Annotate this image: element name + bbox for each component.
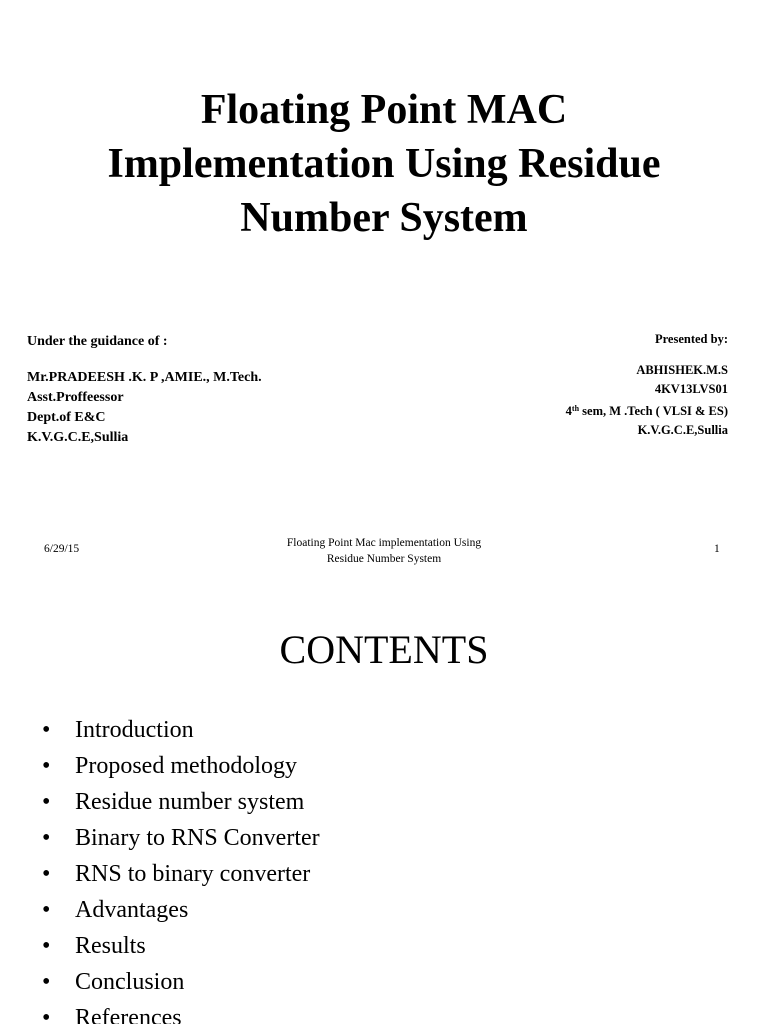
list-item <box>40 784 320 820</box>
list-item <box>40 964 320 1000</box>
semester-suffix: th <box>571 404 580 413</box>
semester-course: sem, M .Tech ( VLSI & ES) <box>579 404 728 418</box>
presenter-name: ABHISHEK.M.S <box>636 363 728 377</box>
footer-page-number: 1 <box>714 543 720 555</box>
contents-list <box>40 712 320 1024</box>
bullet-icon: • <box>42 897 51 923</box>
list-item-label: Results <box>75 933 146 959</box>
bullet-icon: • <box>42 933 51 959</box>
list-item-label: Introduction <box>75 717 194 743</box>
title-line: Number System <box>240 195 528 241</box>
slide-title <box>0 83 768 245</box>
footer-title <box>234 535 534 567</box>
guide-name: Mr.PRADEESH .K. P ,AMIE., M.Tech. <box>27 370 262 385</box>
bullet-icon: • <box>42 753 51 779</box>
list-item-label: Residue number system <box>75 789 305 815</box>
guide-college: K.V.G.C.E,Sullia <box>27 430 129 445</box>
bullet-icon: • <box>42 825 51 851</box>
contents-slide <box>0 576 768 1024</box>
bullet-icon: • <box>42 789 51 815</box>
list-item-label: Conclusion <box>75 969 185 995</box>
presenter-block <box>566 331 728 440</box>
bullet-icon: • <box>42 1005 51 1024</box>
presenter-usn: 4KV13LVS01 <box>654 382 728 396</box>
guidance-heading: Under the guidance of : <box>27 334 168 349</box>
guidance-block <box>27 333 262 448</box>
semester-number: 4 <box>565 404 572 418</box>
list-item <box>40 748 320 784</box>
list-item-label: RNS to binary converter <box>75 861 311 887</box>
list-item <box>40 856 320 892</box>
bullet-icon: • <box>42 969 51 995</box>
list-item <box>40 820 320 856</box>
list-item-label: Proposed methodology <box>75 753 297 779</box>
list-item-label: Advantages <box>75 897 189 923</box>
list-item-label: Binary to RNS Converter <box>75 825 320 851</box>
footer-date: 6/29/15 <box>44 543 80 555</box>
bullet-icon: • <box>42 717 51 743</box>
list-item <box>40 712 320 748</box>
list-item-label: References <box>75 1005 182 1024</box>
title-line: Implementation Using Residue <box>107 141 661 187</box>
title-line: Floating Point MAC <box>200 87 568 133</box>
contents-title: CONTENTS <box>279 627 489 672</box>
presenter-college: K.V.G.C.E,Sullia <box>637 423 728 437</box>
footer-title-line: Floating Point Mac implementation Using <box>286 537 482 549</box>
list-item <box>40 1000 320 1024</box>
guide-designation: Asst.Proffeessor <box>27 390 124 405</box>
list-item <box>40 892 320 928</box>
bullet-icon: • <box>42 861 51 887</box>
presenter-semester <box>566 399 728 421</box>
footer-title-line: Residue Number System <box>326 553 442 565</box>
guide-department: Dept.of E&C <box>27 410 106 425</box>
list-item <box>40 928 320 964</box>
presenter-heading: Presented by: <box>654 332 728 346</box>
